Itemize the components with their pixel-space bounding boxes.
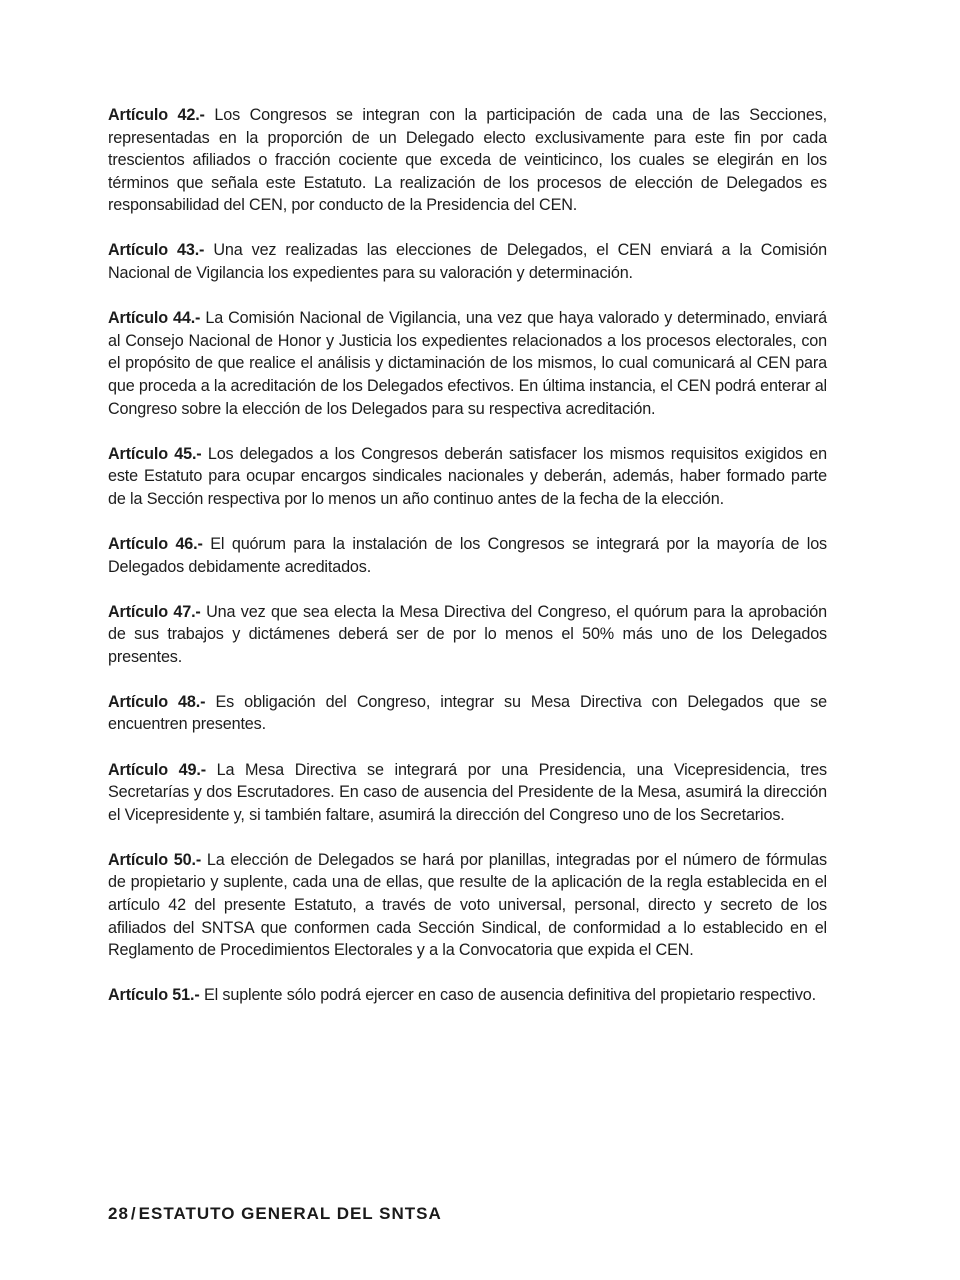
article-42 xyxy=(108,104,827,217)
article-label: Artículo 42.- xyxy=(108,106,205,124)
article-text: El quórum para la instalación de los Congresos se integrará por la mayoría de los Delegados debidamente acreditados. xyxy=(108,534,827,576)
page-footer xyxy=(108,1204,442,1224)
article-49 xyxy=(108,759,827,827)
article-label: Artículo 46.- xyxy=(108,534,203,553)
article-44 xyxy=(108,307,827,420)
article-text: La elección de Delegados se hará por planillas, integradas por el número de fórmulas de propietario y suplente, cada una de ellas, que resulte de la aplicación de la regla establecida en el artículo 42 del presente Estatuto, a través de voto universal, personal, directo y secreto de los afiliados del SNTSA que conformen cada Sección Sindical, de conformidad a lo establecido en el Reglamento de Procedimientos Electorales y a la Convocatoria que expida el CEN. xyxy=(108,850,827,960)
article-text: Los Congresos se integran con la participación de cada una de las Secciones, representadas en la proporción de un Delegado electo exclusivamente para este fin por cada trescientos afiliados o fracción cociente que exceda de veinticinco, los cuales se elegirán en los términos que señala este Estatuto. La realización de los procesos de elección de Delegados es responsabilidad del CEN, por conducto de la Presidencia del CEN. xyxy=(108,106,827,215)
article-46 xyxy=(108,533,827,578)
article-48 xyxy=(108,691,827,736)
article-label: Artículo 43.- xyxy=(108,241,205,260)
article-43 xyxy=(108,239,827,284)
article-text: Una vez realizadas las elecciones de Delegados, el CEN enviará a la Comisión Nacional de Vigilancia los expedientes para su valoración y determinación. xyxy=(108,241,827,283)
article-50 xyxy=(108,849,827,962)
article-text: Los delegados a los Congresos deberán satisfacer los mismos requisitos exigidos en este Estatuto para ocupar encargos sindicales nacionales y deberán, además, haber formado parte de la Sección respectiva por lo menos un año continuo antes de la fecha de la elección. xyxy=(108,444,827,508)
article-label: Artículo 50.- xyxy=(108,850,202,869)
article-label: Artículo 47.- xyxy=(108,602,201,621)
article-label: Artículo 51.- xyxy=(108,986,200,1005)
article-label: Artículo 45.- xyxy=(108,444,202,463)
document-body xyxy=(108,104,827,1029)
article-text: El suplente sólo podrá ejercer en caso de ausencia definitiva del propietario respectivo. xyxy=(203,986,817,1005)
article-label: Artículo 49.- xyxy=(108,760,206,779)
article-text: La Comisión Nacional de Vigilancia, una vez que haya valorado y determinado, enviará al Consejo Nacional de Honor y Justicia los expedientes relacionados a los procesos electorales, con el propósito de que realice el análisis y dictaminación de los mismos, lo cual comunicará al CEN para que proceda a la acreditación de los Delegados efectivos. En última instancia, el CEN podrá enterar al Congreso sobre la elección de los Delegados para su respectiva acreditación. xyxy=(108,309,827,418)
article-text: Una vez que sea electa la Mesa Directiva del Congreso, el quórum para la aprobación de sus trabajos y dictámenes deberá ser de por lo menos el 50% más uno de los Delegados presentes. xyxy=(108,602,827,666)
article-label: Artículo 48.- xyxy=(108,692,206,711)
article-45 xyxy=(108,443,827,511)
article-51 xyxy=(108,984,827,1007)
document-title: ESTATUTO GENERAL DEL SNTSA xyxy=(138,1204,442,1223)
article-text: La Mesa Directiva se integrará por una Presidencia, una Vicepresidencia, tres Secretarías y dos Escrutadores. En caso de ausencia del Presidente de la Mesa, asumirá la dirección el Vicepresidente y, si también faltare, asumirá la dirección del Congreso uno de los Secretarios. xyxy=(108,760,827,824)
page-number: 28 xyxy=(108,1204,129,1223)
footer-separator: / xyxy=(130,1204,137,1223)
article-label: Artículo 44.- xyxy=(108,309,201,328)
article-47 xyxy=(108,601,827,669)
article-text: Es obligación del Congreso, integrar su Mesa Directiva con Delegados que se encuentren presentes. xyxy=(108,692,827,734)
